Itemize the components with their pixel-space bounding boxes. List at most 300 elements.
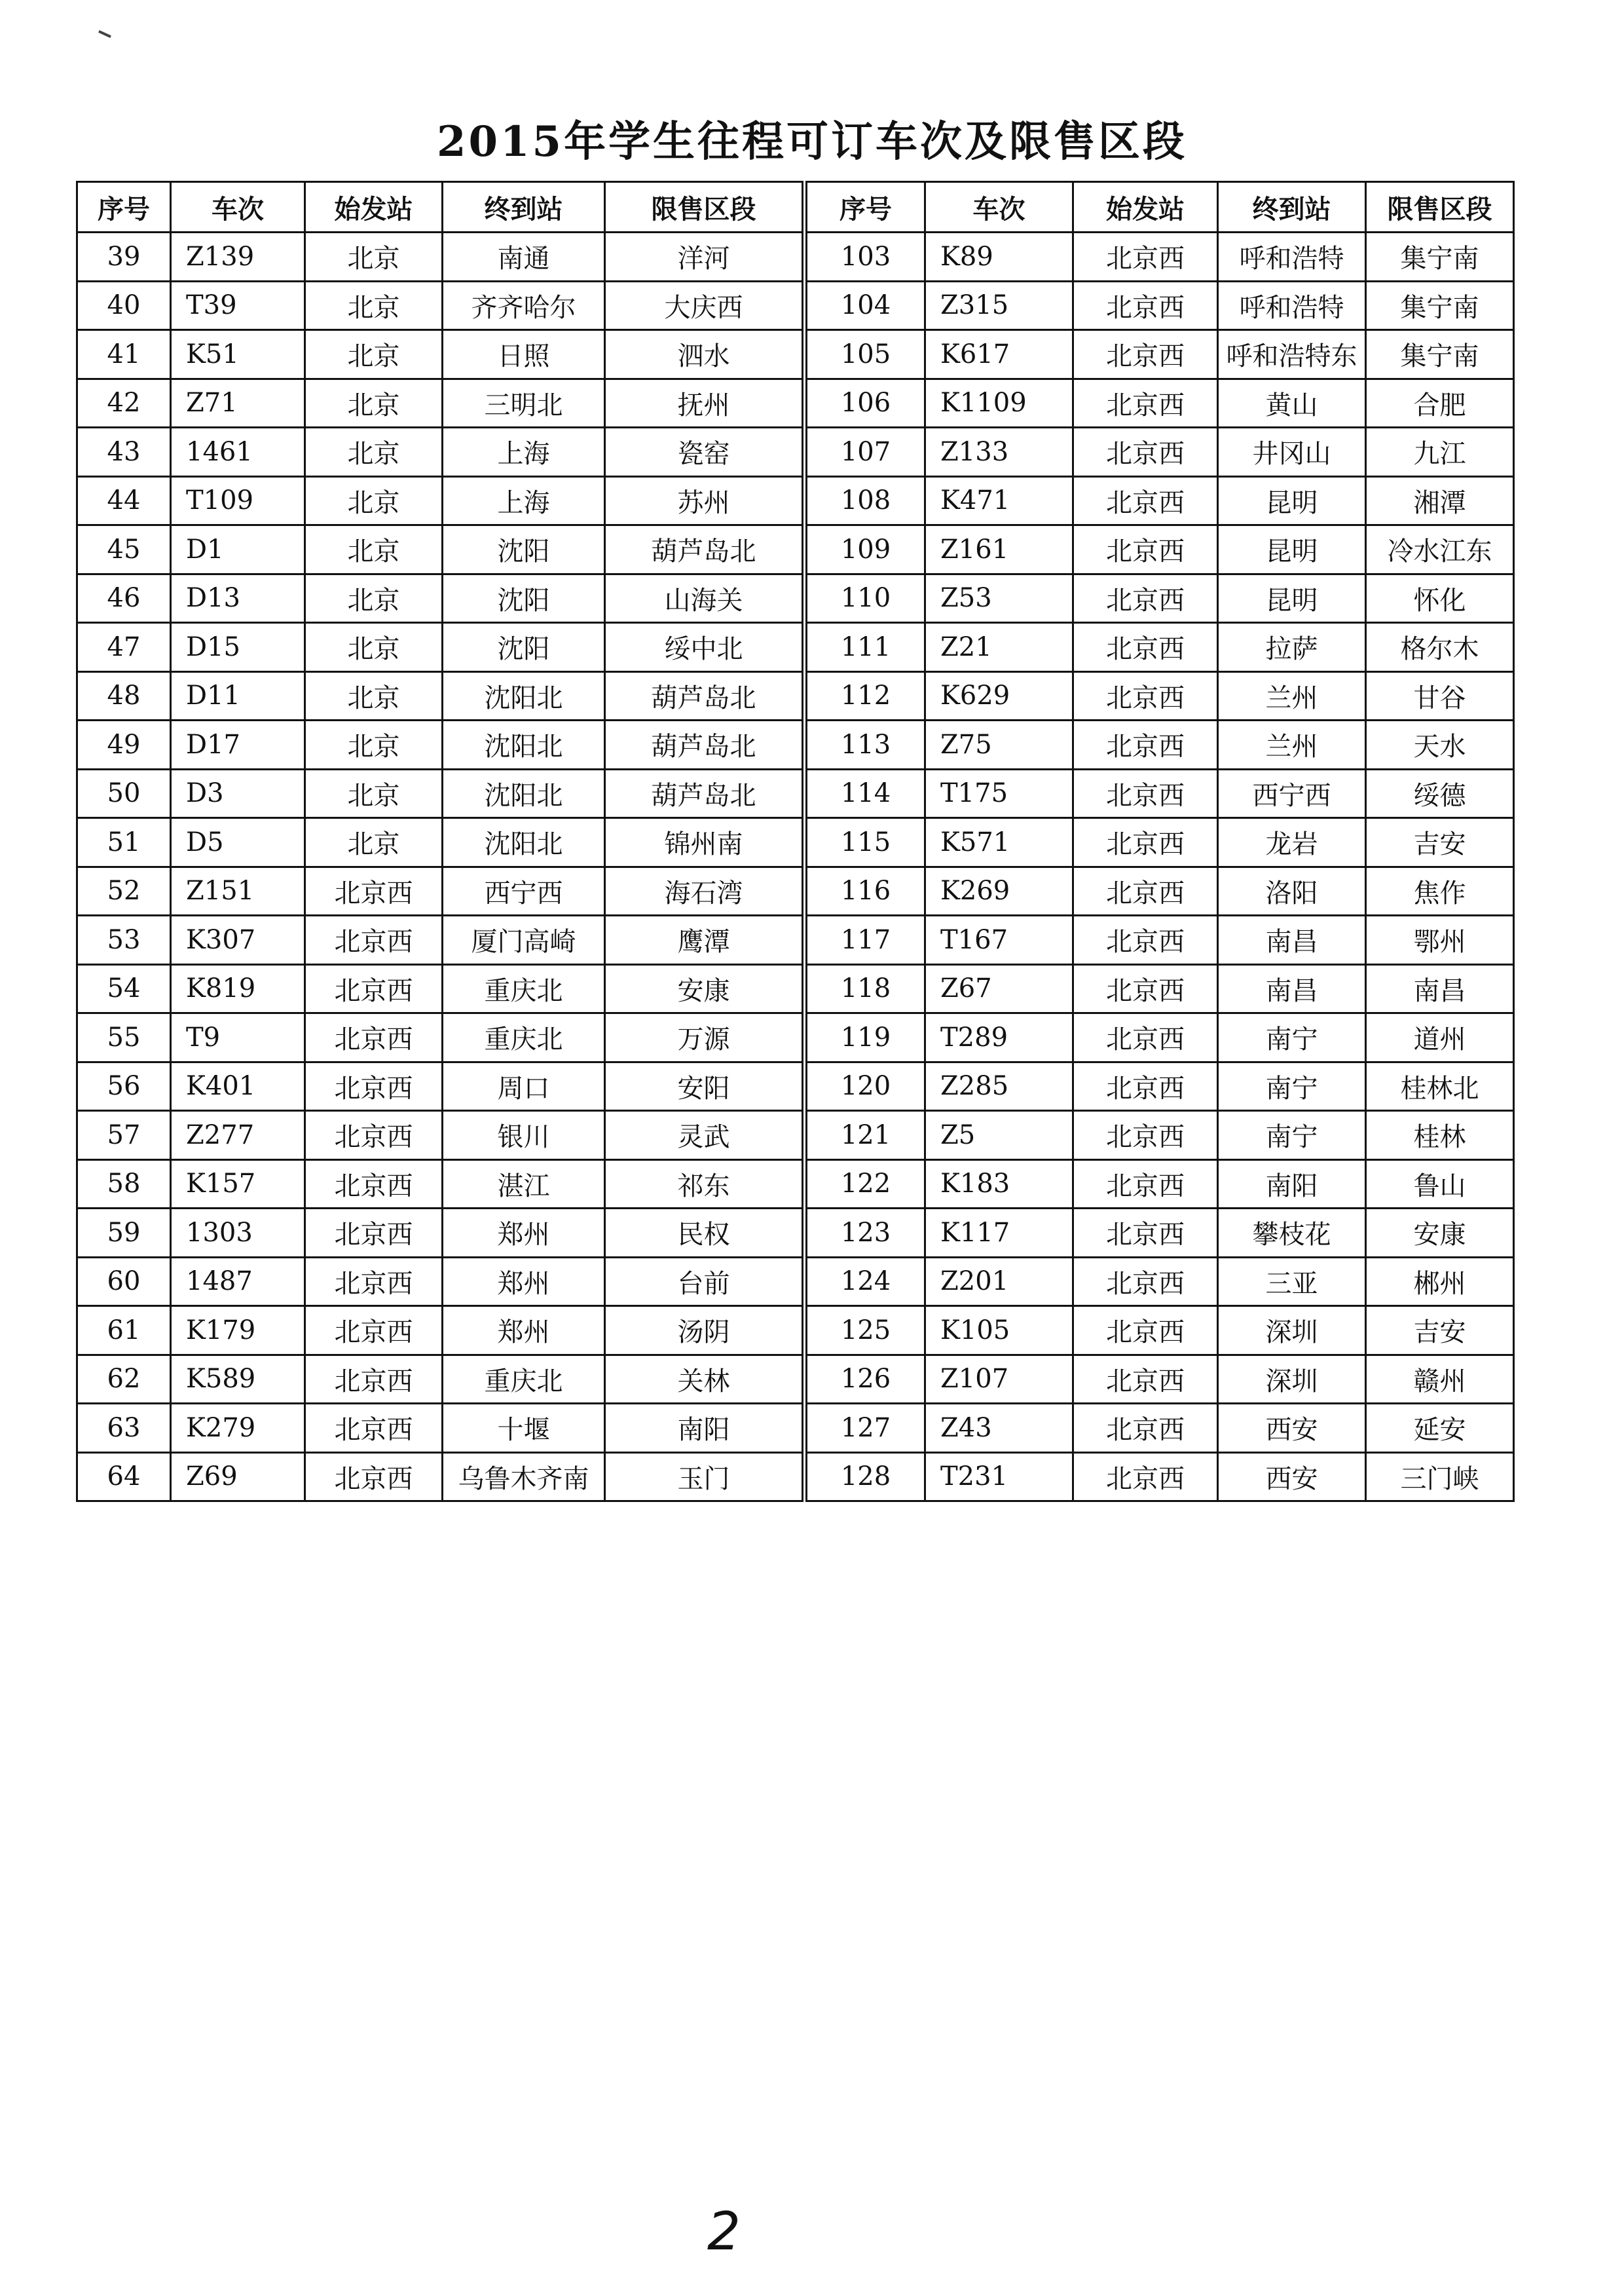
cell-origin: 北京西 [1073, 428, 1218, 477]
cell-train-no: T9 [171, 1013, 305, 1062]
cell-origin: 北京西 [1073, 281, 1218, 330]
header-train-no-left: 车次 [171, 182, 305, 233]
header-destination-left: 终到站 [443, 182, 605, 233]
cell-train-no: K471 [925, 476, 1073, 525]
cell-train-no: Z151 [171, 867, 305, 916]
cell-restricted-section: 瓷窑 [605, 428, 805, 477]
table-row [77, 379, 1514, 428]
cell-train-no: Z315 [925, 281, 1073, 330]
cell-restricted-section: 鹰潭 [605, 916, 805, 965]
cell-destination: 洛阳 [1218, 867, 1366, 916]
cell-restricted-section: 葫芦岛北 [605, 721, 805, 770]
cell-train-no: K401 [171, 1062, 305, 1111]
cell-restricted-section: 集宁南 [1366, 330, 1514, 379]
cell-destination: 上海 [443, 428, 605, 477]
cell-destination: 西宁西 [443, 867, 605, 916]
cell-origin: 北京西 [1073, 525, 1218, 574]
cell-seq: 116 [805, 867, 925, 916]
cell-origin: 北京西 [1073, 1013, 1218, 1062]
cell-seq: 64 [77, 1452, 171, 1501]
table-row [77, 525, 1514, 574]
cell-train-no: D17 [171, 721, 305, 770]
cell-destination: 昆明 [1218, 476, 1366, 525]
table-header-row [77, 182, 1514, 233]
cell-origin: 北京 [305, 281, 443, 330]
cell-destination: 西安 [1218, 1404, 1366, 1453]
cell-seq: 48 [77, 671, 171, 721]
cell-train-no: D15 [171, 623, 305, 672]
cell-origin: 北京西 [1073, 1355, 1218, 1404]
cell-destination: 南宁 [1218, 1111, 1366, 1160]
cell-origin: 北京西 [305, 964, 443, 1013]
cell-seq: 62 [77, 1355, 171, 1404]
header-origin-left: 始发站 [305, 182, 443, 233]
cell-train-no: Z285 [925, 1062, 1073, 1111]
table-row [77, 1159, 1514, 1209]
cell-destination: 周口 [443, 1062, 605, 1111]
cell-destination: 兰州 [1218, 671, 1366, 721]
header-train-no-right: 车次 [925, 182, 1073, 233]
cell-seq: 114 [805, 769, 925, 818]
cell-train-no: Z71 [171, 379, 305, 428]
cell-origin: 北京西 [1073, 623, 1218, 672]
cell-seq: 118 [805, 964, 925, 1013]
cell-destination: 重庆北 [443, 964, 605, 1013]
scan-mark [98, 30, 111, 38]
cell-seq: 115 [805, 818, 925, 867]
cell-restricted-section: 三门峡 [1366, 1452, 1514, 1501]
cell-train-no: D13 [171, 574, 305, 623]
cell-train-no: 1303 [171, 1209, 305, 1258]
cell-restricted-section: 吉安 [1366, 818, 1514, 867]
table-row [77, 281, 1514, 330]
cell-origin: 北京 [305, 233, 443, 282]
cell-destination: 乌鲁木齐南 [443, 1452, 605, 1501]
cell-seq: 122 [805, 1159, 925, 1209]
cell-train-no: D11 [171, 671, 305, 721]
page-number: 2 [707, 2201, 741, 2262]
cell-origin: 北京西 [305, 867, 443, 916]
cell-seq: 106 [805, 379, 925, 428]
cell-restricted-section: 南昌 [1366, 964, 1514, 1013]
train-table-container [76, 181, 1513, 1502]
cell-destination: 南昌 [1218, 916, 1366, 965]
cell-origin: 北京西 [1073, 769, 1218, 818]
cell-train-no: D1 [171, 525, 305, 574]
cell-seq: 59 [77, 1209, 171, 1258]
cell-train-no: K1109 [925, 379, 1073, 428]
cell-train-no: K157 [171, 1159, 305, 1209]
header-destination-right: 终到站 [1218, 182, 1366, 233]
cell-restricted-section: 安康 [1366, 1209, 1514, 1258]
cell-seq: 51 [77, 818, 171, 867]
cell-destination: 郑州 [443, 1306, 605, 1355]
cell-destination: 井冈山 [1218, 428, 1366, 477]
cell-train-no: Z53 [925, 574, 1073, 623]
cell-origin: 北京西 [1073, 330, 1218, 379]
cell-destination: 十堰 [443, 1404, 605, 1453]
cell-restricted-section: 台前 [605, 1257, 805, 1306]
cell-train-no: K183 [925, 1159, 1073, 1209]
cell-origin: 北京 [305, 574, 443, 623]
table-row [77, 1306, 1514, 1355]
cell-destination: 郑州 [443, 1209, 605, 1258]
cell-train-no: K89 [925, 233, 1073, 282]
cell-origin: 北京西 [305, 1062, 443, 1111]
cell-train-no: Z21 [925, 623, 1073, 672]
cell-train-no: T39 [171, 281, 305, 330]
cell-seq: 119 [805, 1013, 925, 1062]
cell-train-no: K269 [925, 867, 1073, 916]
cell-origin: 北京 [305, 671, 443, 721]
cell-seq: 60 [77, 1257, 171, 1306]
cell-destination: 呼和浩特东 [1218, 330, 1366, 379]
cell-train-no: D5 [171, 818, 305, 867]
table-row [77, 964, 1514, 1013]
cell-train-no: Z139 [171, 233, 305, 282]
cell-train-no: K571 [925, 818, 1073, 867]
cell-destination: 西宁西 [1218, 769, 1366, 818]
cell-seq: 127 [805, 1404, 925, 1453]
table-row [77, 1452, 1514, 1501]
cell-destination: 银川 [443, 1111, 605, 1160]
cell-origin: 北京西 [1073, 1062, 1218, 1111]
cell-restricted-section: 安康 [605, 964, 805, 1013]
table-row [77, 1013, 1514, 1062]
table-row [77, 916, 1514, 965]
cell-train-no: T289 [925, 1013, 1073, 1062]
table-row [77, 623, 1514, 672]
table-row [77, 233, 1514, 282]
cell-destination: 湛江 [443, 1159, 605, 1209]
cell-origin: 北京西 [1073, 1257, 1218, 1306]
cell-train-no: Z161 [925, 525, 1073, 574]
cell-origin: 北京西 [1073, 1452, 1218, 1501]
cell-restricted-section: 玉门 [605, 1452, 805, 1501]
cell-destination: 郑州 [443, 1257, 605, 1306]
cell-seq: 53 [77, 916, 171, 965]
cell-seq: 40 [77, 281, 171, 330]
table-row [77, 1111, 1514, 1160]
cell-restricted-section: 南阳 [605, 1404, 805, 1453]
cell-restricted-section: 万源 [605, 1013, 805, 1062]
cell-destination: 南通 [443, 233, 605, 282]
cell-restricted-section: 关林 [605, 1355, 805, 1404]
cell-destination: 呼和浩特 [1218, 233, 1366, 282]
table-row [77, 428, 1514, 477]
table-row [77, 1062, 1514, 1111]
cell-destination: 齐齐哈尔 [443, 281, 605, 330]
cell-origin: 北京 [305, 428, 443, 477]
cell-destination: 黄山 [1218, 379, 1366, 428]
cell-origin: 北京西 [1073, 916, 1218, 965]
cell-restricted-section: 合肥 [1366, 379, 1514, 428]
cell-destination: 南宁 [1218, 1013, 1366, 1062]
cell-train-no: K51 [171, 330, 305, 379]
cell-destination: 沈阳北 [443, 818, 605, 867]
cell-origin: 北京 [305, 330, 443, 379]
cell-destination: 昆明 [1218, 574, 1366, 623]
cell-seq: 63 [77, 1404, 171, 1453]
cell-seq: 109 [805, 525, 925, 574]
cell-seq: 44 [77, 476, 171, 525]
cell-seq: 45 [77, 525, 171, 574]
cell-restricted-section: 泗水 [605, 330, 805, 379]
cell-destination: 厦门高崎 [443, 916, 605, 965]
cell-origin: 北京 [305, 476, 443, 525]
cell-restricted-section: 冷水江东 [1366, 525, 1514, 574]
cell-destination: 深圳 [1218, 1306, 1366, 1355]
cell-origin: 北京 [305, 818, 443, 867]
cell-destination: 南阳 [1218, 1159, 1366, 1209]
cell-origin: 北京西 [1073, 1159, 1218, 1209]
cell-seq: 107 [805, 428, 925, 477]
table-row [77, 671, 1514, 721]
cell-train-no: Z5 [925, 1111, 1073, 1160]
cell-destination: 沈阳北 [443, 671, 605, 721]
cell-train-no: K117 [925, 1209, 1073, 1258]
cell-restricted-section: 赣州 [1366, 1355, 1514, 1404]
cell-restricted-section: 苏州 [605, 476, 805, 525]
cell-train-no: K279 [171, 1404, 305, 1453]
cell-origin: 北京西 [305, 1355, 443, 1404]
table-row [77, 574, 1514, 623]
cell-restricted-section: 九江 [1366, 428, 1514, 477]
cell-train-no: 1461 [171, 428, 305, 477]
cell-destination: 三亚 [1218, 1257, 1366, 1306]
cell-origin: 北京西 [305, 1257, 443, 1306]
table-row [77, 476, 1514, 525]
cell-destination: 深圳 [1218, 1355, 1366, 1404]
table-row [77, 867, 1514, 916]
cell-train-no: Z133 [925, 428, 1073, 477]
cell-restricted-section: 绥中北 [605, 623, 805, 672]
cell-seq: 54 [77, 964, 171, 1013]
cell-origin: 北京 [305, 769, 443, 818]
cell-restricted-section: 锦州南 [605, 818, 805, 867]
cell-train-no: Z75 [925, 721, 1073, 770]
cell-restricted-section: 葫芦岛北 [605, 525, 805, 574]
cell-train-no: Z107 [925, 1355, 1073, 1404]
cell-origin: 北京西 [305, 1209, 443, 1258]
cell-origin: 北京西 [305, 1111, 443, 1160]
cell-restricted-section: 桂林 [1366, 1111, 1514, 1160]
cell-origin: 北京西 [1073, 1306, 1218, 1355]
cell-origin: 北京西 [1073, 721, 1218, 770]
cell-seq: 104 [805, 281, 925, 330]
cell-destination: 沈阳北 [443, 721, 605, 770]
cell-restricted-section: 灵武 [605, 1111, 805, 1160]
table-row [77, 330, 1514, 379]
cell-restricted-section: 鄂州 [1366, 916, 1514, 965]
cell-destination: 昆明 [1218, 525, 1366, 574]
cell-train-no: Z201 [925, 1257, 1073, 1306]
cell-origin: 北京 [305, 525, 443, 574]
cell-restricted-section: 民权 [605, 1209, 805, 1258]
cell-restricted-section: 桂林北 [1366, 1062, 1514, 1111]
cell-seq: 58 [77, 1159, 171, 1209]
table-row [77, 1404, 1514, 1453]
cell-destination: 攀枝花 [1218, 1209, 1366, 1258]
cell-seq: 123 [805, 1209, 925, 1258]
cell-restricted-section: 天水 [1366, 721, 1514, 770]
cell-destination: 重庆北 [443, 1355, 605, 1404]
cell-destination: 三明北 [443, 379, 605, 428]
table-row [77, 818, 1514, 867]
cell-seq: 39 [77, 233, 171, 282]
cell-train-no: Z67 [925, 964, 1073, 1013]
cell-seq: 111 [805, 623, 925, 672]
table-body [77, 233, 1514, 1501]
cell-restricted-section: 海石湾 [605, 867, 805, 916]
cell-seq: 105 [805, 330, 925, 379]
cell-train-no: T167 [925, 916, 1073, 965]
cell-seq: 41 [77, 330, 171, 379]
cell-origin: 北京 [305, 379, 443, 428]
cell-destination: 南宁 [1218, 1062, 1366, 1111]
header-seq-right: 序号 [805, 182, 925, 233]
cell-origin: 北京西 [305, 1452, 443, 1501]
cell-train-no: K179 [171, 1306, 305, 1355]
cell-origin: 北京西 [305, 1404, 443, 1453]
cell-train-no: T175 [925, 769, 1073, 818]
cell-train-no: K589 [171, 1355, 305, 1404]
train-table [76, 181, 1515, 1502]
cell-train-no: K629 [925, 671, 1073, 721]
table-row [77, 1355, 1514, 1404]
cell-destination: 兰州 [1218, 721, 1366, 770]
cell-restricted-section: 洋河 [605, 233, 805, 282]
cell-seq: 124 [805, 1257, 925, 1306]
cell-restricted-section: 道州 [1366, 1013, 1514, 1062]
header-restricted-section-right: 限售区段 [1366, 182, 1514, 233]
cell-seq: 56 [77, 1062, 171, 1111]
cell-seq: 43 [77, 428, 171, 477]
cell-restricted-section: 大庆西 [605, 281, 805, 330]
cell-seq: 117 [805, 916, 925, 965]
header-seq-left: 序号 [77, 182, 171, 233]
table-row [77, 1257, 1514, 1306]
cell-origin: 北京西 [1073, 1404, 1218, 1453]
cell-restricted-section: 集宁南 [1366, 281, 1514, 330]
cell-destination: 上海 [443, 476, 605, 525]
cell-seq: 113 [805, 721, 925, 770]
cell-restricted-section: 湘潭 [1366, 476, 1514, 525]
cell-restricted-section: 怀化 [1366, 574, 1514, 623]
cell-origin: 北京西 [305, 1159, 443, 1209]
cell-seq: 52 [77, 867, 171, 916]
cell-restricted-section: 集宁南 [1366, 233, 1514, 282]
table-row [77, 769, 1514, 818]
table-row [77, 1209, 1514, 1258]
cell-restricted-section: 延安 [1366, 1404, 1514, 1453]
cell-origin: 北京 [305, 721, 443, 770]
cell-restricted-section: 绥德 [1366, 769, 1514, 818]
cell-restricted-section: 汤阴 [605, 1306, 805, 1355]
cell-destination: 重庆北 [443, 1013, 605, 1062]
cell-seq: 126 [805, 1355, 925, 1404]
cell-origin: 北京西 [305, 1306, 443, 1355]
cell-restricted-section: 格尔木 [1366, 623, 1514, 672]
cell-destination: 南昌 [1218, 964, 1366, 1013]
cell-seq: 55 [77, 1013, 171, 1062]
cell-restricted-section: 甘谷 [1366, 671, 1514, 721]
cell-restricted-section: 焦作 [1366, 867, 1514, 916]
cell-origin: 北京西 [1073, 233, 1218, 282]
cell-seq: 112 [805, 671, 925, 721]
cell-restricted-section: 安阳 [605, 1062, 805, 1111]
cell-restricted-section: 吉安 [1366, 1306, 1514, 1355]
cell-seq: 57 [77, 1111, 171, 1160]
cell-restricted-section: 葫芦岛北 [605, 671, 805, 721]
table-row [77, 721, 1514, 770]
cell-restricted-section: 葫芦岛北 [605, 769, 805, 818]
cell-seq: 125 [805, 1306, 925, 1355]
cell-restricted-section: 郴州 [1366, 1257, 1514, 1306]
cell-seq: 50 [77, 769, 171, 818]
cell-destination: 龙岩 [1218, 818, 1366, 867]
cell-seq: 110 [805, 574, 925, 623]
cell-origin: 北京西 [1073, 574, 1218, 623]
cell-restricted-section: 祁东 [605, 1159, 805, 1209]
cell-seq: 128 [805, 1452, 925, 1501]
cell-train-no: 1487 [171, 1257, 305, 1306]
cell-origin: 北京西 [1073, 1111, 1218, 1160]
cell-seq: 121 [805, 1111, 925, 1160]
cell-origin: 北京西 [1073, 1209, 1218, 1258]
cell-train-no: Z277 [171, 1111, 305, 1160]
cell-origin: 北京西 [1073, 964, 1218, 1013]
cell-destination: 拉萨 [1218, 623, 1366, 672]
cell-destination: 日照 [443, 330, 605, 379]
cell-destination: 西安 [1218, 1452, 1366, 1501]
cell-seq: 47 [77, 623, 171, 672]
cell-train-no: Z43 [925, 1404, 1073, 1453]
cell-seq: 120 [805, 1062, 925, 1111]
cell-train-no: K307 [171, 916, 305, 965]
cell-origin: 北京西 [1073, 379, 1218, 428]
header-origin-right: 始发站 [1073, 182, 1218, 233]
cell-seq: 42 [77, 379, 171, 428]
cell-train-no: T231 [925, 1452, 1073, 1501]
cell-origin: 北京西 [305, 916, 443, 965]
cell-seq: 46 [77, 574, 171, 623]
cell-origin: 北京 [305, 623, 443, 672]
cell-origin: 北京西 [1073, 476, 1218, 525]
cell-seq: 61 [77, 1306, 171, 1355]
cell-origin: 北京西 [1073, 818, 1218, 867]
cell-train-no: K819 [171, 964, 305, 1013]
cell-seq: 108 [805, 476, 925, 525]
cell-seq: 103 [805, 233, 925, 282]
cell-origin: 北京西 [305, 1013, 443, 1062]
cell-destination: 沈阳 [443, 525, 605, 574]
cell-origin: 北京西 [1073, 867, 1218, 916]
cell-restricted-section: 鲁山 [1366, 1159, 1514, 1209]
document-title: 2015年学生往程可订车次及限售区段 [436, 117, 1188, 166]
cell-train-no: K105 [925, 1306, 1073, 1355]
cell-restricted-section: 抚州 [605, 379, 805, 428]
cell-origin: 北京西 [1073, 671, 1218, 721]
cell-train-no: T109 [171, 476, 305, 525]
header-restricted-section-left: 限售区段 [605, 182, 805, 233]
cell-restricted-section: 山海关 [605, 574, 805, 623]
cell-destination: 沈阳北 [443, 769, 605, 818]
cell-train-no: K617 [925, 330, 1073, 379]
cell-seq: 49 [77, 721, 171, 770]
cell-train-no: Z69 [171, 1452, 305, 1501]
cell-train-no: D3 [171, 769, 305, 818]
